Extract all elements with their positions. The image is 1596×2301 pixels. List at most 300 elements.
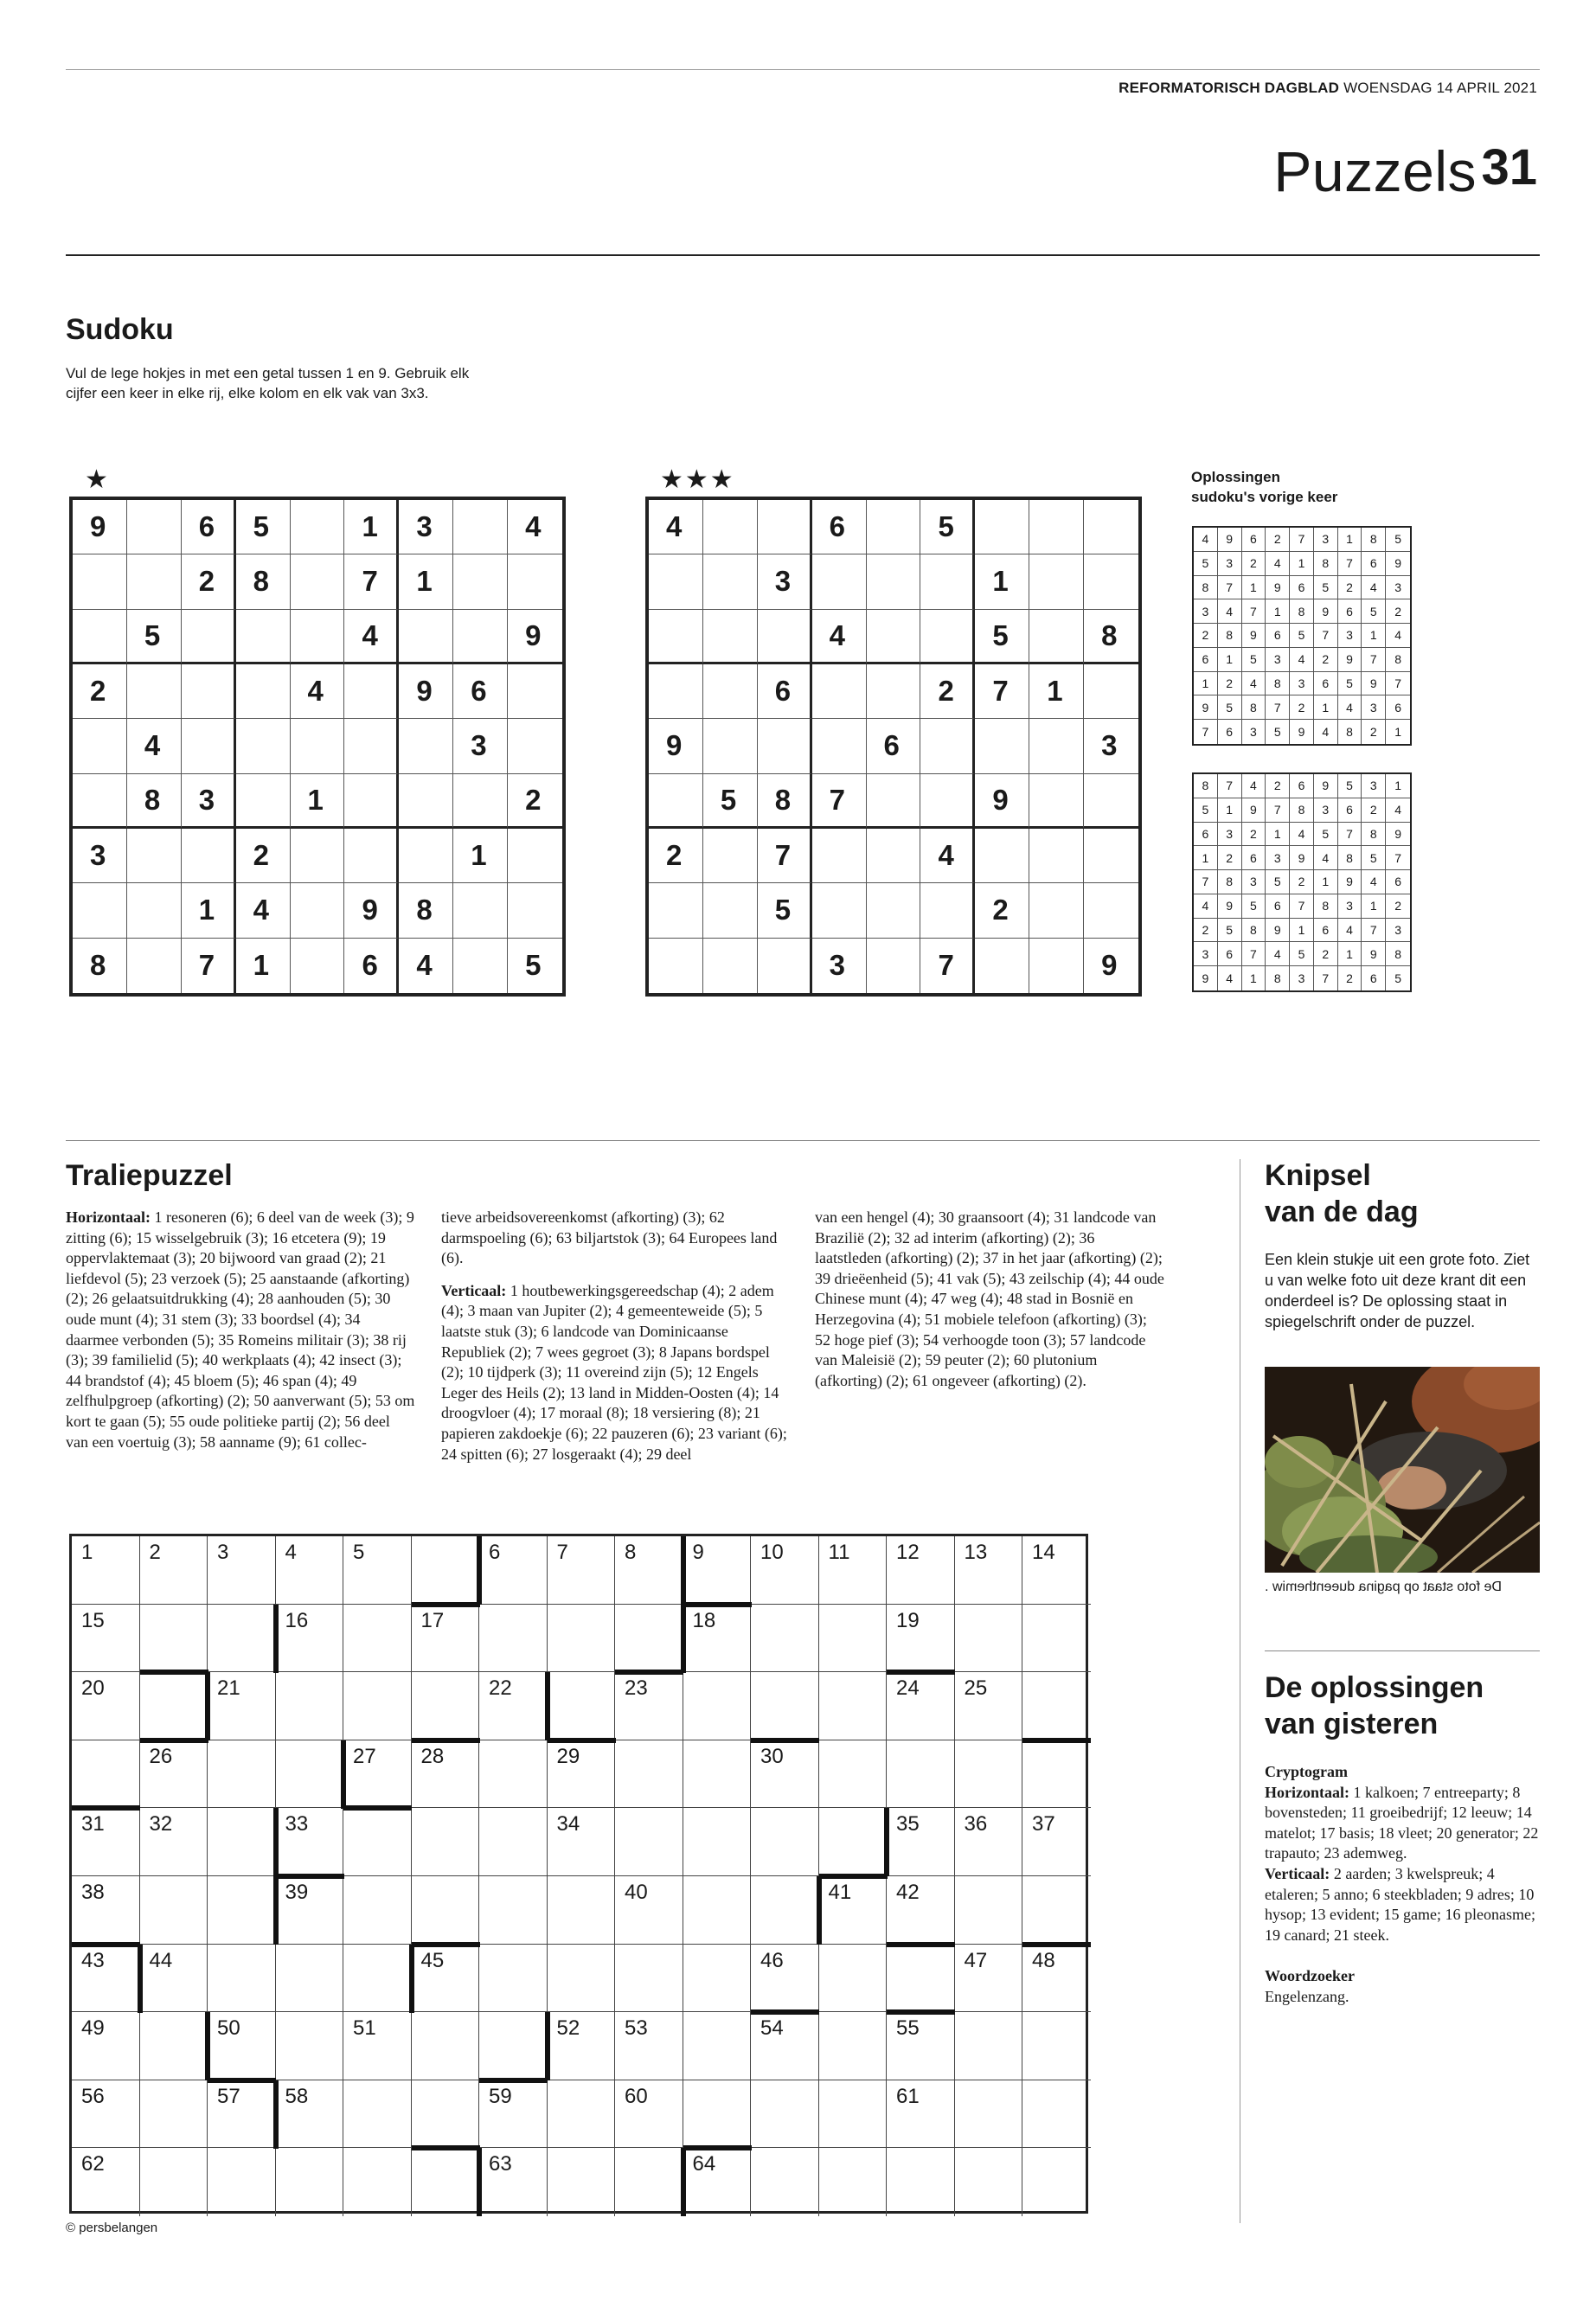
crossword-cell[interactable] (955, 2080, 1023, 2149)
solution-cell: 9 (1266, 576, 1290, 600)
sudoku-cell[interactable]: 3 (399, 500, 453, 554)
sudoku-cell[interactable]: 5 (920, 500, 975, 554)
sudoku-cell[interactable] (291, 554, 345, 609)
crossword-number: 12 (896, 1541, 920, 1564)
crossword-cell[interactable] (479, 1808, 548, 1876)
sudoku-cell[interactable] (703, 500, 758, 554)
cryptogram-vertical-label: Verticaal: (1265, 1864, 1330, 1882)
crossword-cell[interactable] (412, 1808, 480, 1876)
solution-cell: 8 (1290, 599, 1314, 624)
sudoku-cell[interactable] (867, 664, 921, 719)
crossword-cell[interactable] (208, 1605, 276, 1673)
sudoku-cell[interactable] (867, 774, 921, 829)
sudoku-cell[interactable] (182, 664, 236, 719)
crossword-cell[interactable] (955, 2148, 1023, 2216)
crossword-cell[interactable] (1022, 2148, 1091, 2216)
crossword-cell[interactable] (343, 1605, 412, 1673)
sudoku-cell[interactable]: 9 (1101, 949, 1118, 982)
sudoku-cell[interactable]: 4 (344, 610, 399, 664)
sudoku-cell[interactable] (867, 829, 921, 883)
crossword-cell[interactable] (751, 1876, 819, 1945)
crossword-cell[interactable] (615, 1945, 683, 2013)
crossword-bar (1022, 1942, 1091, 1947)
sudoku-cell[interactable] (344, 719, 399, 773)
sudoku-grid-hard (645, 497, 1142, 997)
sudoku-cell[interactable]: 5 (758, 883, 812, 938)
crossword-cell[interactable] (548, 1605, 616, 1673)
sudoku-cell[interactable]: 8 (236, 554, 291, 609)
sudoku-cell[interactable]: 5 (525, 949, 542, 982)
sudoku-cell[interactable]: 1 (344, 500, 399, 554)
crossword-cell[interactable] (276, 2012, 344, 2080)
sudoku-cell[interactable] (812, 664, 867, 719)
sudoku-cell[interactable] (812, 883, 867, 938)
sudoku-cell[interactable]: 9 (649, 719, 703, 773)
sudoku-cell[interactable] (703, 719, 758, 773)
sudoku-cell[interactable]: 4 (127, 719, 182, 773)
crossword-number: 4 (285, 1541, 297, 1564)
sudoku-cell[interactable]: 4 (920, 829, 975, 883)
crossword-cell[interactable] (683, 2012, 752, 2080)
sudoku-cell[interactable] (649, 610, 703, 664)
crossword-cell[interactable] (479, 2012, 548, 2080)
solution-cell: 2 (1242, 552, 1266, 576)
crossword-cell[interactable] (208, 1876, 276, 1945)
sudoku-cell[interactable]: 3 (73, 829, 127, 883)
crossword-cell[interactable] (276, 1945, 344, 2013)
sudoku-cell[interactable] (182, 719, 236, 773)
crossword-number: 18 (692, 1608, 716, 1632)
solution-cell: 8 (1194, 576, 1218, 600)
crossword-cell[interactable] (412, 2148, 480, 2216)
sudoku-cell[interactable]: 1 (453, 829, 508, 883)
crossword-cell[interactable] (615, 2148, 683, 2216)
solution-cell: 6 (1362, 966, 1386, 990)
sudoku-cell[interactable]: 8 (73, 939, 127, 993)
sudoku-cell[interactable] (236, 774, 291, 829)
crossword-number: 61 (896, 2084, 920, 2108)
crossword-cell[interactable] (548, 2148, 616, 2216)
solution-cell: 8 (1362, 823, 1386, 847)
crossword-cell[interactable] (343, 1808, 412, 1876)
crossword-cell[interactable] (751, 1672, 819, 1740)
sudoku-cell[interactable] (703, 554, 758, 609)
crossword-cell[interactable] (140, 1605, 208, 1673)
sudoku-cell[interactable] (1029, 719, 1084, 773)
crossword-cell[interactable] (548, 2080, 616, 2149)
sudoku-cell[interactable]: 4 (812, 610, 867, 664)
crossword-cell[interactable] (548, 1672, 616, 1740)
crossword-cell[interactable] (276, 2148, 344, 2216)
sudoku-cell[interactable]: 8 (1084, 610, 1138, 664)
crossword-cell[interactable] (140, 2012, 208, 2080)
sudoku-cell[interactable] (867, 883, 921, 938)
sudoku-cell[interactable] (453, 883, 508, 938)
crossword-cell[interactable] (615, 1605, 683, 1673)
crossword-cell[interactable] (683, 2080, 752, 2149)
sudoku-cell[interactable] (399, 610, 453, 664)
sudoku-cell[interactable]: 4 (649, 500, 703, 554)
crossword-cell[interactable] (412, 2080, 480, 2149)
sudoku-cell[interactable] (703, 610, 758, 664)
sudoku-cell[interactable] (920, 554, 975, 609)
sudoku-cell[interactable] (291, 500, 345, 554)
sudoku-cell[interactable] (867, 554, 921, 609)
knipsel-title-line: van de dag (1265, 1195, 1419, 1228)
sudoku-cell[interactable] (127, 829, 182, 883)
sudoku-cell[interactable]: 2 (182, 554, 236, 609)
sudoku-cell[interactable]: 7 (344, 554, 399, 609)
sudoku-cell[interactable] (703, 664, 758, 719)
sudoku-cell[interactable]: 4 (236, 883, 291, 938)
sudoku-cell[interactable] (344, 664, 399, 719)
sudoku-cell[interactable] (1084, 554, 1138, 609)
solution-cell: 2 (1362, 798, 1386, 823)
crossword-cell[interactable] (343, 1672, 412, 1740)
crossword-cell[interactable] (140, 2148, 208, 2216)
solution-cell: 9 (1242, 798, 1266, 823)
crossword-cell[interactable] (72, 1740, 140, 1809)
sudoku-cell[interactable] (127, 883, 182, 938)
sudoku-cell[interactable] (1029, 610, 1084, 664)
crossword-cell[interactable] (887, 1740, 955, 1809)
sudoku-cell[interactable] (291, 883, 345, 938)
sudoku-cell[interactable] (73, 883, 127, 938)
solution-cell: 9 (1290, 846, 1314, 870)
sudoku-cell[interactable] (453, 554, 508, 609)
sudoku-cell[interactable]: 4 (508, 500, 562, 554)
crossword-bar (1022, 1738, 1091, 1743)
sudoku-cell[interactable] (975, 829, 1029, 883)
solution-cell: 1 (1394, 725, 1401, 740)
crossword-cell[interactable] (955, 1876, 1023, 1945)
crossword-number: 58 (285, 2084, 309, 2108)
sudoku-cell[interactable]: 2 (975, 883, 1029, 938)
crossword-cell[interactable] (343, 1945, 412, 2013)
sudoku-cell[interactable]: 3 (1084, 719, 1138, 773)
sudoku-cell[interactable]: 8 (758, 774, 812, 829)
sudoku-cell[interactable] (867, 610, 921, 664)
sudoku-cell[interactable] (127, 664, 182, 719)
knipsel-photo-image (1265, 1367, 1540, 1573)
solution-cell: 1 (1362, 894, 1386, 919)
crossword-cell[interactable] (819, 1945, 888, 2013)
crossword-cell[interactable] (140, 1876, 208, 1945)
crossword-cell[interactable] (683, 1808, 752, 1876)
crossword-cell[interactable] (479, 1945, 548, 2013)
sudoku-cell[interactable]: 9 (73, 500, 127, 554)
sudoku-cell[interactable] (649, 883, 703, 938)
sudoku-cell[interactable]: 9 (508, 610, 562, 664)
solution-cell: 6 (1242, 528, 1266, 552)
sudoku-cell[interactable] (73, 610, 127, 664)
sudoku-cell[interactable] (812, 719, 867, 773)
crossword-cell[interactable] (548, 1945, 616, 2013)
sudoku-cell[interactable]: 6 (453, 664, 508, 719)
crossword-cell[interactable] (1022, 1876, 1091, 1945)
crossword-number: 5 (353, 1541, 365, 1564)
crossword-cell[interactable] (1022, 1605, 1091, 1673)
sudoku-cell[interactable] (127, 554, 182, 609)
solution-cell: 2 (1266, 528, 1290, 552)
sudoku-cell[interactable] (703, 939, 758, 993)
sudoku-cell[interactable]: 2 (649, 829, 703, 883)
crossword-cell[interactable] (955, 1740, 1023, 1809)
sudoku-cell[interactable] (453, 500, 508, 554)
sudoku-cell[interactable]: 7 (975, 664, 1029, 719)
sudoku-cell[interactable] (291, 719, 345, 773)
solution-cell: 1 (1290, 919, 1314, 943)
sudoku-cell[interactable]: 8 (127, 774, 182, 829)
crossword-cell[interactable] (955, 1605, 1023, 1673)
crossword-cell[interactable] (412, 1536, 480, 1605)
solution-cell: 1 (1242, 576, 1266, 600)
sudoku-cell[interactable] (812, 554, 867, 609)
sudoku-cell[interactable]: 5 (703, 774, 758, 829)
newspaper-name: REFORMATORISCH DAGBLAD (1118, 80, 1340, 96)
sudoku-cell[interactable] (127, 939, 182, 993)
solution-cell: 3 (1194, 599, 1218, 624)
sudoku-cell[interactable]: 9 (399, 664, 453, 719)
crossword-cell[interactable] (479, 1876, 548, 1945)
sudoku-cell[interactable]: 7 (182, 939, 236, 993)
crossword-cell[interactable] (819, 1740, 888, 1809)
sudoku-cell[interactable] (649, 664, 703, 719)
sudoku-cell[interactable]: 6 (758, 664, 812, 719)
crossword-cell[interactable] (955, 2012, 1023, 2080)
sudoku-cell[interactable]: 4 (399, 939, 453, 993)
sudoku-cell[interactable]: 2 (73, 664, 127, 719)
solution-cell: 6 (1314, 672, 1338, 696)
sudoku-cell[interactable] (1029, 554, 1084, 609)
sudoku-cell[interactable] (649, 554, 703, 609)
crossword-cell[interactable] (479, 1740, 548, 1809)
crossword-number: 22 (489, 1676, 512, 1701)
sudoku-cell[interactable] (920, 719, 975, 773)
crossword-number: 16 (285, 1608, 309, 1632)
crossword-cell[interactable] (1022, 1672, 1091, 1740)
sudoku-cell[interactable]: 1 (182, 883, 236, 938)
sudoku-cell[interactable]: 3 (182, 774, 236, 829)
sudoku-cell[interactable]: 6 (812, 500, 867, 554)
crossword-cell[interactable] (683, 1876, 752, 1945)
sudoku-cell[interactable]: 6 (867, 719, 921, 773)
sudoku-cell[interactable] (73, 719, 127, 773)
crossword-cell[interactable] (412, 1672, 480, 1740)
sudoku-cell[interactable] (399, 829, 453, 883)
crossword-bar (409, 1945, 414, 2013)
sudoku-cell[interactable] (758, 939, 812, 993)
sudoku-cell[interactable]: 1 (291, 774, 345, 829)
sudoku-cell[interactable] (758, 500, 812, 554)
crossword-cell[interactable] (819, 2148, 888, 2216)
sudoku-cell[interactable] (508, 719, 562, 773)
sudoku-cell[interactable] (453, 774, 508, 829)
crossword-cell[interactable] (479, 1605, 548, 1673)
sudoku-cell[interactable] (975, 939, 1029, 993)
crossword-cell[interactable] (887, 1945, 955, 2013)
sudoku-cell[interactable]: 1 (236, 939, 291, 993)
crossword-bar (412, 2145, 480, 2150)
sudoku-cell[interactable] (73, 554, 127, 609)
sudoku-cell[interactable] (236, 610, 291, 664)
knipsel-photo (1265, 1367, 1540, 1573)
sudoku-cell[interactable] (127, 500, 182, 554)
crossword-bar (887, 1942, 955, 1947)
sudoku-cell[interactable] (867, 939, 921, 993)
sudoku-cell[interactable]: 9 (344, 883, 399, 938)
sudoku-cell[interactable] (291, 610, 345, 664)
crossword-cell[interactable] (208, 1808, 276, 1876)
crossword-bar (341, 1740, 346, 1809)
sudoku-cell[interactable]: 3 (758, 554, 812, 609)
sudoku-cell[interactable] (453, 939, 508, 993)
crossword-number: 54 (760, 2016, 784, 2041)
sudoku-cell[interactable] (236, 664, 291, 719)
crossword-cell[interactable] (140, 1672, 208, 1740)
sudoku-cell[interactable]: 9 (975, 774, 1029, 829)
crossword-bar (681, 1605, 686, 1673)
sudoku-cell[interactable] (344, 829, 399, 883)
sudoku-cell[interactable] (344, 774, 399, 829)
crossword-cell[interactable] (819, 1808, 888, 1876)
sudoku-cell[interactable]: 5 (975, 610, 1029, 664)
sudoku-cell[interactable] (975, 719, 1029, 773)
crossword-cell[interactable] (276, 1672, 344, 1740)
crossword-cell[interactable] (887, 2148, 955, 2216)
sudoku-cell[interactable]: 5 (127, 610, 182, 664)
sudoku-cell[interactable] (1084, 500, 1138, 554)
crossword-cell[interactable] (819, 2012, 888, 2080)
sudoku-cell[interactable]: 1 (399, 554, 453, 609)
crossword-grid (69, 1534, 1088, 2214)
sudoku-cell[interactable]: 4 (291, 664, 345, 719)
crossword-cell[interactable] (276, 1740, 344, 1809)
sudoku-cell[interactable] (920, 883, 975, 938)
sudoku-cell[interactable]: 2 (920, 664, 975, 719)
crossword-cell[interactable] (751, 2148, 819, 2216)
crossword-cell[interactable] (819, 1672, 888, 1740)
solution-cell: 8 (1362, 528, 1386, 552)
crossword-cell[interactable] (1022, 2012, 1091, 2080)
sudoku-cell[interactable] (649, 774, 703, 829)
sudoku-cell[interactable]: 7 (812, 774, 867, 829)
sudoku-cell[interactable] (1029, 774, 1084, 829)
sudoku-cell[interactable]: 2 (236, 829, 291, 883)
sudoku-cell[interactable] (508, 554, 562, 609)
sudoku-cell[interactable] (508, 829, 562, 883)
sudoku-cell[interactable] (703, 829, 758, 883)
sudoku-cell[interactable] (399, 719, 453, 773)
sudoku-cell[interactable] (1084, 883, 1138, 938)
sudoku-cell[interactable] (399, 774, 453, 829)
crossword-cell[interactable] (412, 1876, 480, 1945)
sudoku-cell[interactable] (1029, 829, 1084, 883)
sudoku-cell[interactable] (812, 829, 867, 883)
sudoku-cell[interactable] (73, 774, 127, 829)
crossword-cell[interactable] (140, 2080, 208, 2149)
sudoku-cell[interactable] (1084, 664, 1138, 719)
sudoku-cell[interactable] (758, 719, 812, 773)
crossword-cell[interactable] (343, 2148, 412, 2216)
sudoku-cell[interactable] (975, 500, 1029, 554)
sudoku-cell[interactable] (508, 664, 562, 719)
sudoku-cell[interactable]: 3 (453, 719, 508, 773)
crossword-bar (819, 1874, 888, 1879)
sudoku-cell[interactable] (920, 774, 975, 829)
sudoku-cell[interactable] (453, 610, 508, 664)
crossword-cell[interactable] (683, 1945, 752, 2013)
crossword-cell[interactable] (819, 1605, 888, 1673)
crossword-cell[interactable] (208, 2148, 276, 2216)
sudoku-cell[interactable] (1029, 939, 1084, 993)
sudoku-cell[interactable] (291, 829, 345, 883)
crossword-cell[interactable] (615, 1808, 683, 1876)
solution-cell: 6 (1290, 774, 1314, 798)
sudoku-cell[interactable]: 1 (1029, 664, 1084, 719)
knipsel-title (1265, 1157, 1419, 1230)
crossword-cell[interactable] (548, 1876, 616, 1945)
sudoku-cell[interactable]: 8 (399, 883, 453, 938)
sudoku-cell[interactable] (758, 610, 812, 664)
solution-cell: 6 (1194, 823, 1218, 847)
crossword-cell[interactable] (751, 1605, 819, 1673)
sudoku-cell[interactable]: 6 (344, 939, 399, 993)
crossword-cell[interactable] (412, 2012, 480, 2080)
solution-cell: 5 (1338, 774, 1362, 798)
crossword-cell[interactable] (751, 2080, 819, 2149)
crossword-cell[interactable] (751, 1808, 819, 1876)
crossword-cell[interactable] (683, 1672, 752, 1740)
sudoku-cell[interactable]: 6 (182, 500, 236, 554)
crossword-cell[interactable] (343, 2080, 412, 2149)
sudoku-cell[interactable] (1084, 829, 1138, 883)
crossword-number: 44 (149, 1948, 173, 1972)
sudoku-cell[interactable] (182, 829, 236, 883)
solution-cell: 5 (1194, 552, 1218, 576)
sudoku-cell[interactable]: 7 (920, 939, 975, 993)
sudoku-cell[interactable]: 2 (508, 774, 562, 829)
solution-cell: 3 (1290, 672, 1314, 696)
sudoku-cell[interactable] (508, 883, 562, 938)
sudoku-cell[interactable] (920, 610, 975, 664)
crossword-cell[interactable] (343, 1876, 412, 1945)
sudoku-cell[interactable]: 5 (236, 500, 291, 554)
sudoku-cell[interactable] (1084, 774, 1138, 829)
sudoku-cell[interactable] (1029, 500, 1084, 554)
crossword-cell[interactable] (683, 1740, 752, 1809)
crossword-cell[interactable] (819, 2080, 888, 2149)
sudoku-cell[interactable] (703, 883, 758, 938)
crossword-cell[interactable] (615, 1740, 683, 1809)
sudoku-cell[interactable]: 7 (758, 829, 812, 883)
sudoku-cell[interactable] (867, 500, 921, 554)
sudoku-cell[interactable] (182, 610, 236, 664)
crossword-number: 28 (420, 1744, 445, 1768)
crossword-cell[interactable] (208, 1945, 276, 2013)
sudoku-cell[interactable]: 1 (975, 554, 1029, 609)
crossword-cell[interactable] (208, 1740, 276, 1809)
crossword-cell[interactable] (1022, 1740, 1091, 1809)
sudoku-cell[interactable]: 3 (812, 939, 867, 993)
sudoku-cell[interactable] (236, 719, 291, 773)
crossword-bar (276, 1874, 344, 1879)
solution-cell: 2 (1290, 695, 1314, 720)
sudoku-cell[interactable] (291, 939, 345, 993)
crossword-cell[interactable] (1022, 2080, 1091, 2149)
sudoku-cell[interactable] (1029, 883, 1084, 938)
sudoku-cell[interactable] (649, 939, 703, 993)
